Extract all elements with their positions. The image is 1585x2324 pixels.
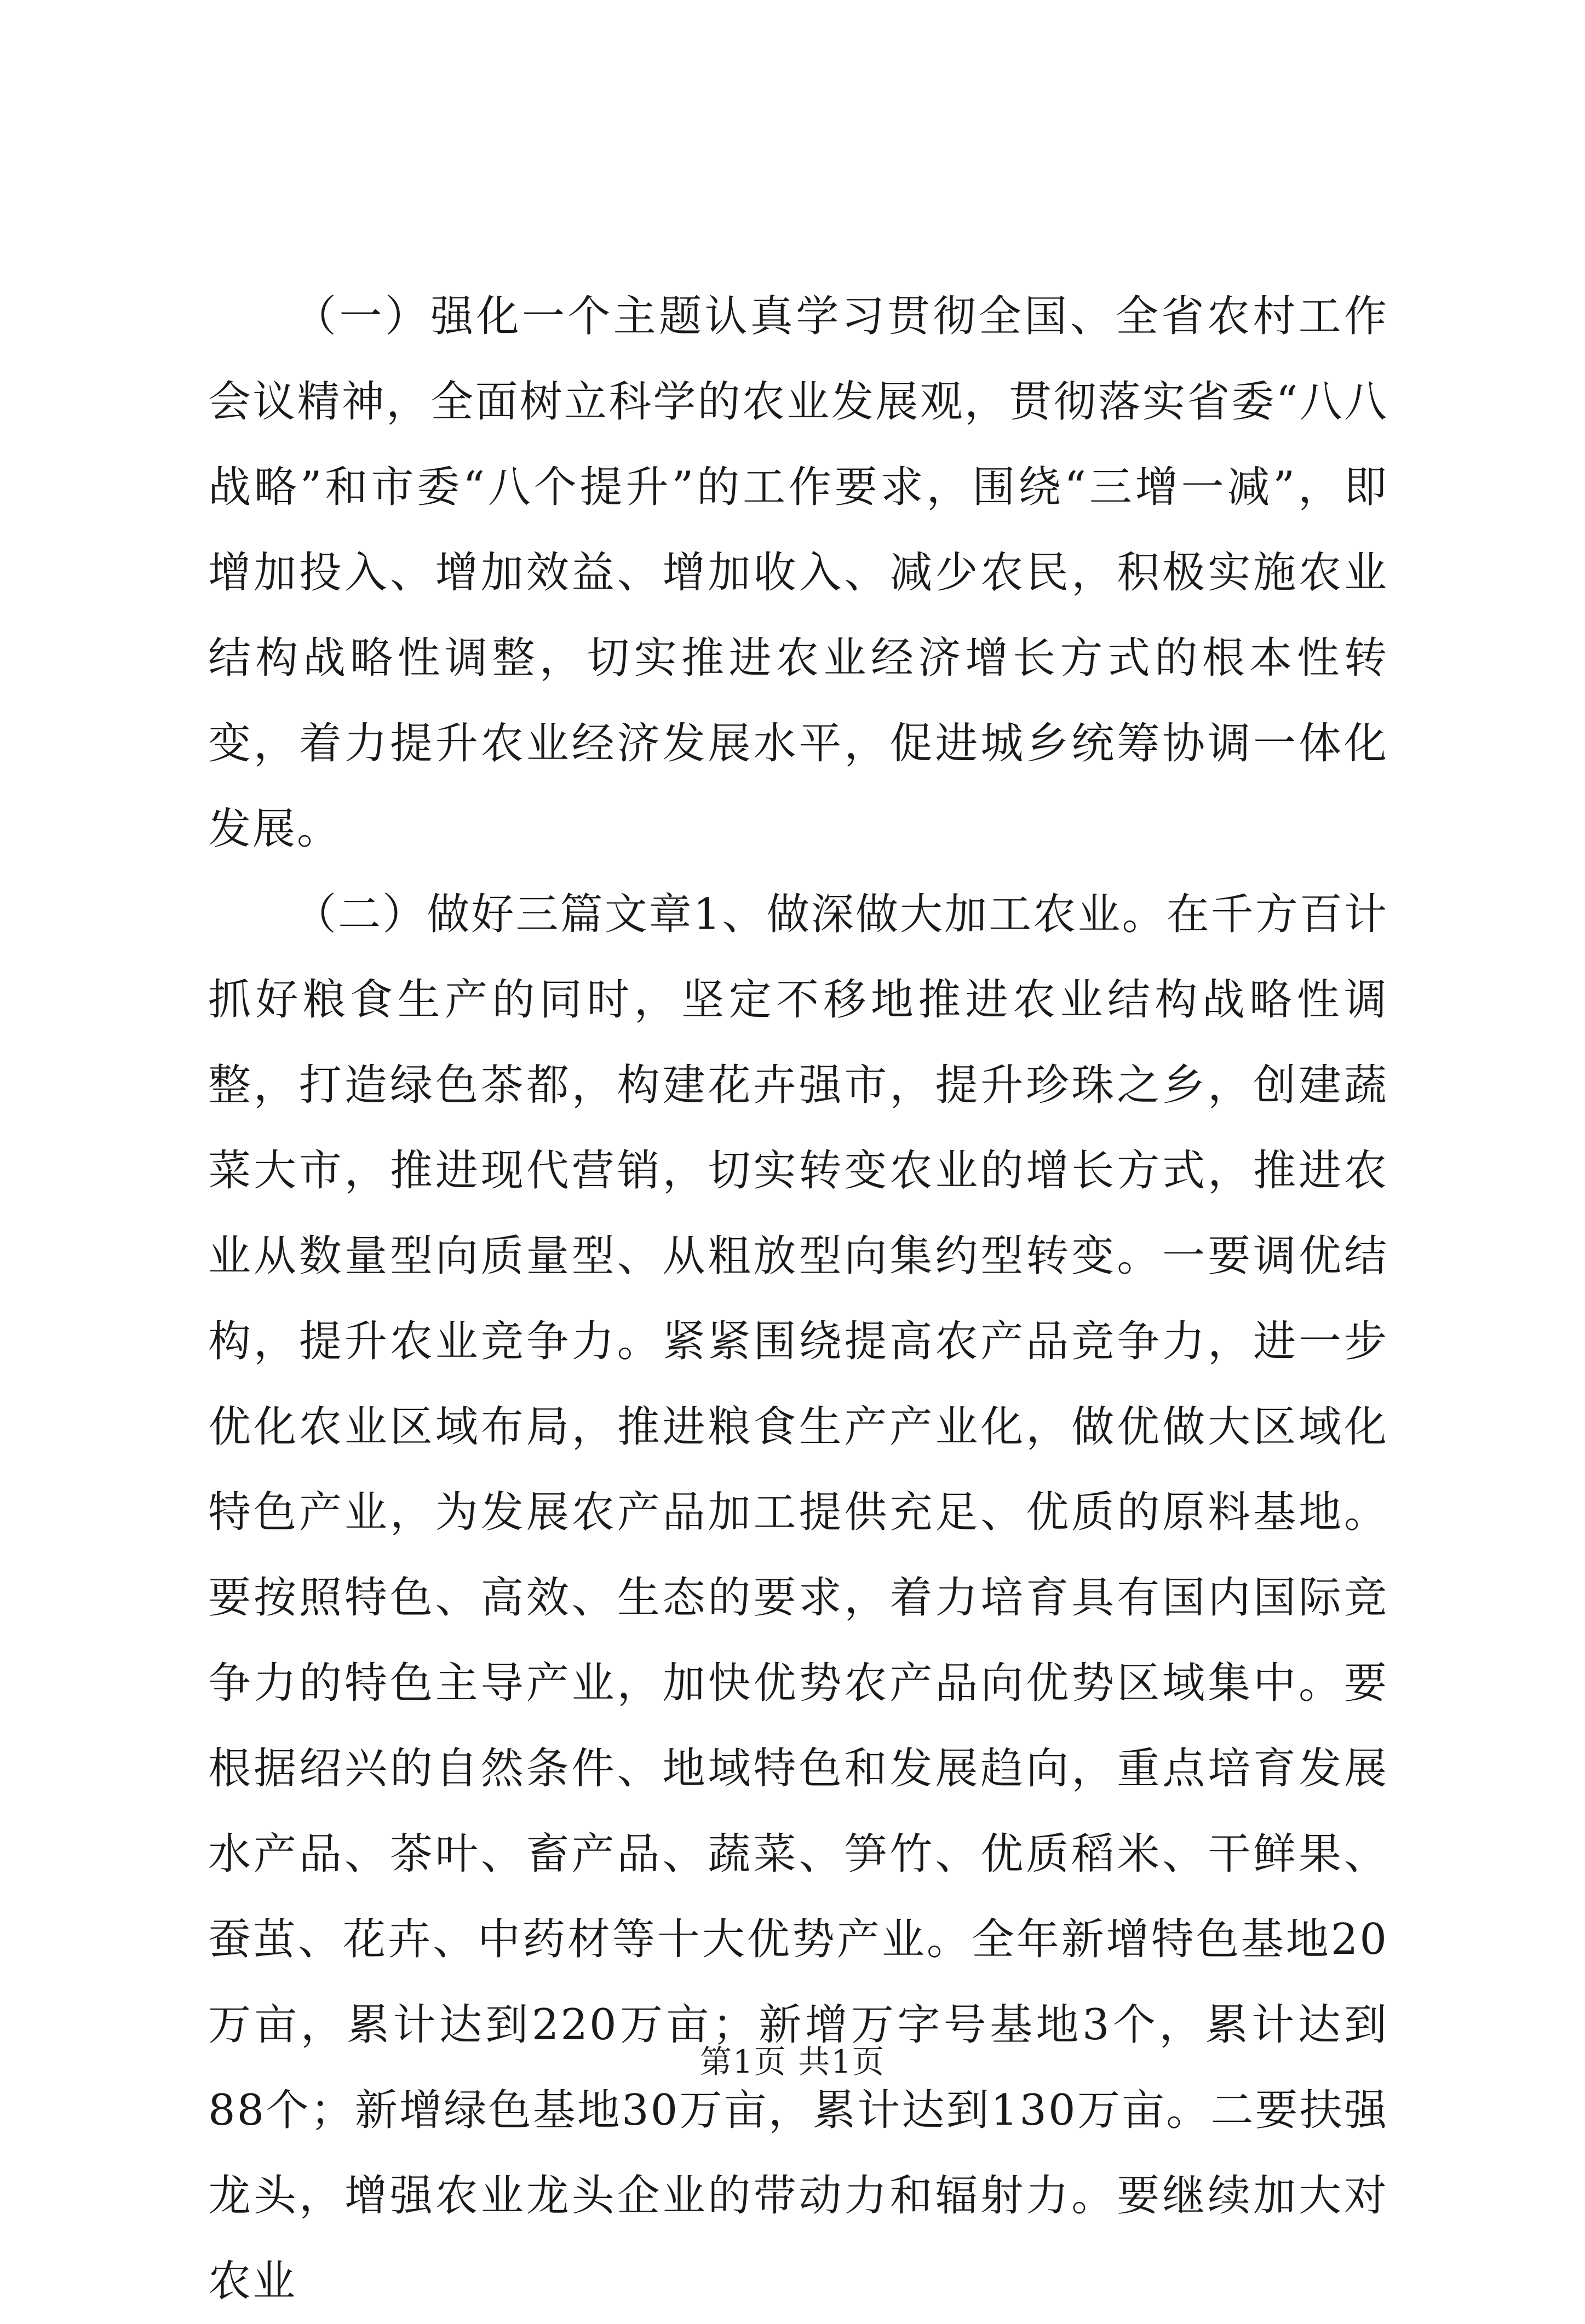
paragraph-1: （一）强化一个主题认真学习贯彻全国、全省农村工作会议精神，全面树立科学的农业发展观，贯彻落实省委“八八战略”和市委“八个提升”的工作要求，围绕“三增一减”，即增加投入、增加效益、增加收入、减少农民，积极实施农业结构战略性调整，切实推进农业经济增长方式的根本性转变，着力提升农业经济发展水平，促进城乡统筹协调一体化发展。: [208, 292, 1388, 854]
document-body: [208, 274, 1388, 2324]
page-footer: 第1页 共1页: [699, 2043, 886, 2080]
paragraph-2: （二）做好三篇文章1、做深做大加工农业。在千方百计抓好粮食生产的同时，坚定不移地推进农业结构战略性调整，打造绿色茶都，构建花卉强市，提升珍珠之乡，创建蔬菜大市，推进现代营销，切实转变农业的增长方式，推进农业从数量型向质量型、从粗放型向集约型转变。一要调优结构，提升农业竞争力。紧紧围绕提高农产品竞争力，进一步优化农业区域布局，推进粮食生产产业化，做优做大区域化特色产业，为发展农产品加工提供充足、优质的原料基地。要按照特色、高效、生态的要求，着力培育具有国内国际竞争力的特色主导产业，加快优势农产品向优势区域集中。要根据绍兴的自然条件、地域特色和发展趋向，重点培育发展水产品、茶叶、畜产品、蔬菜、笋竹、优质稻米、干鲜果、蚕茧、花卉、中药材等十大优势产业。全年新增特色基地20万亩，累计达到220万亩；新增万字号基地3个，累计达到88个；新增绿色基地30万亩，累计达到130万亩。二要扶强龙头，增强农业龙头企业的带动力和辐射力。要继续加大对农业: [208, 890, 1388, 2306]
